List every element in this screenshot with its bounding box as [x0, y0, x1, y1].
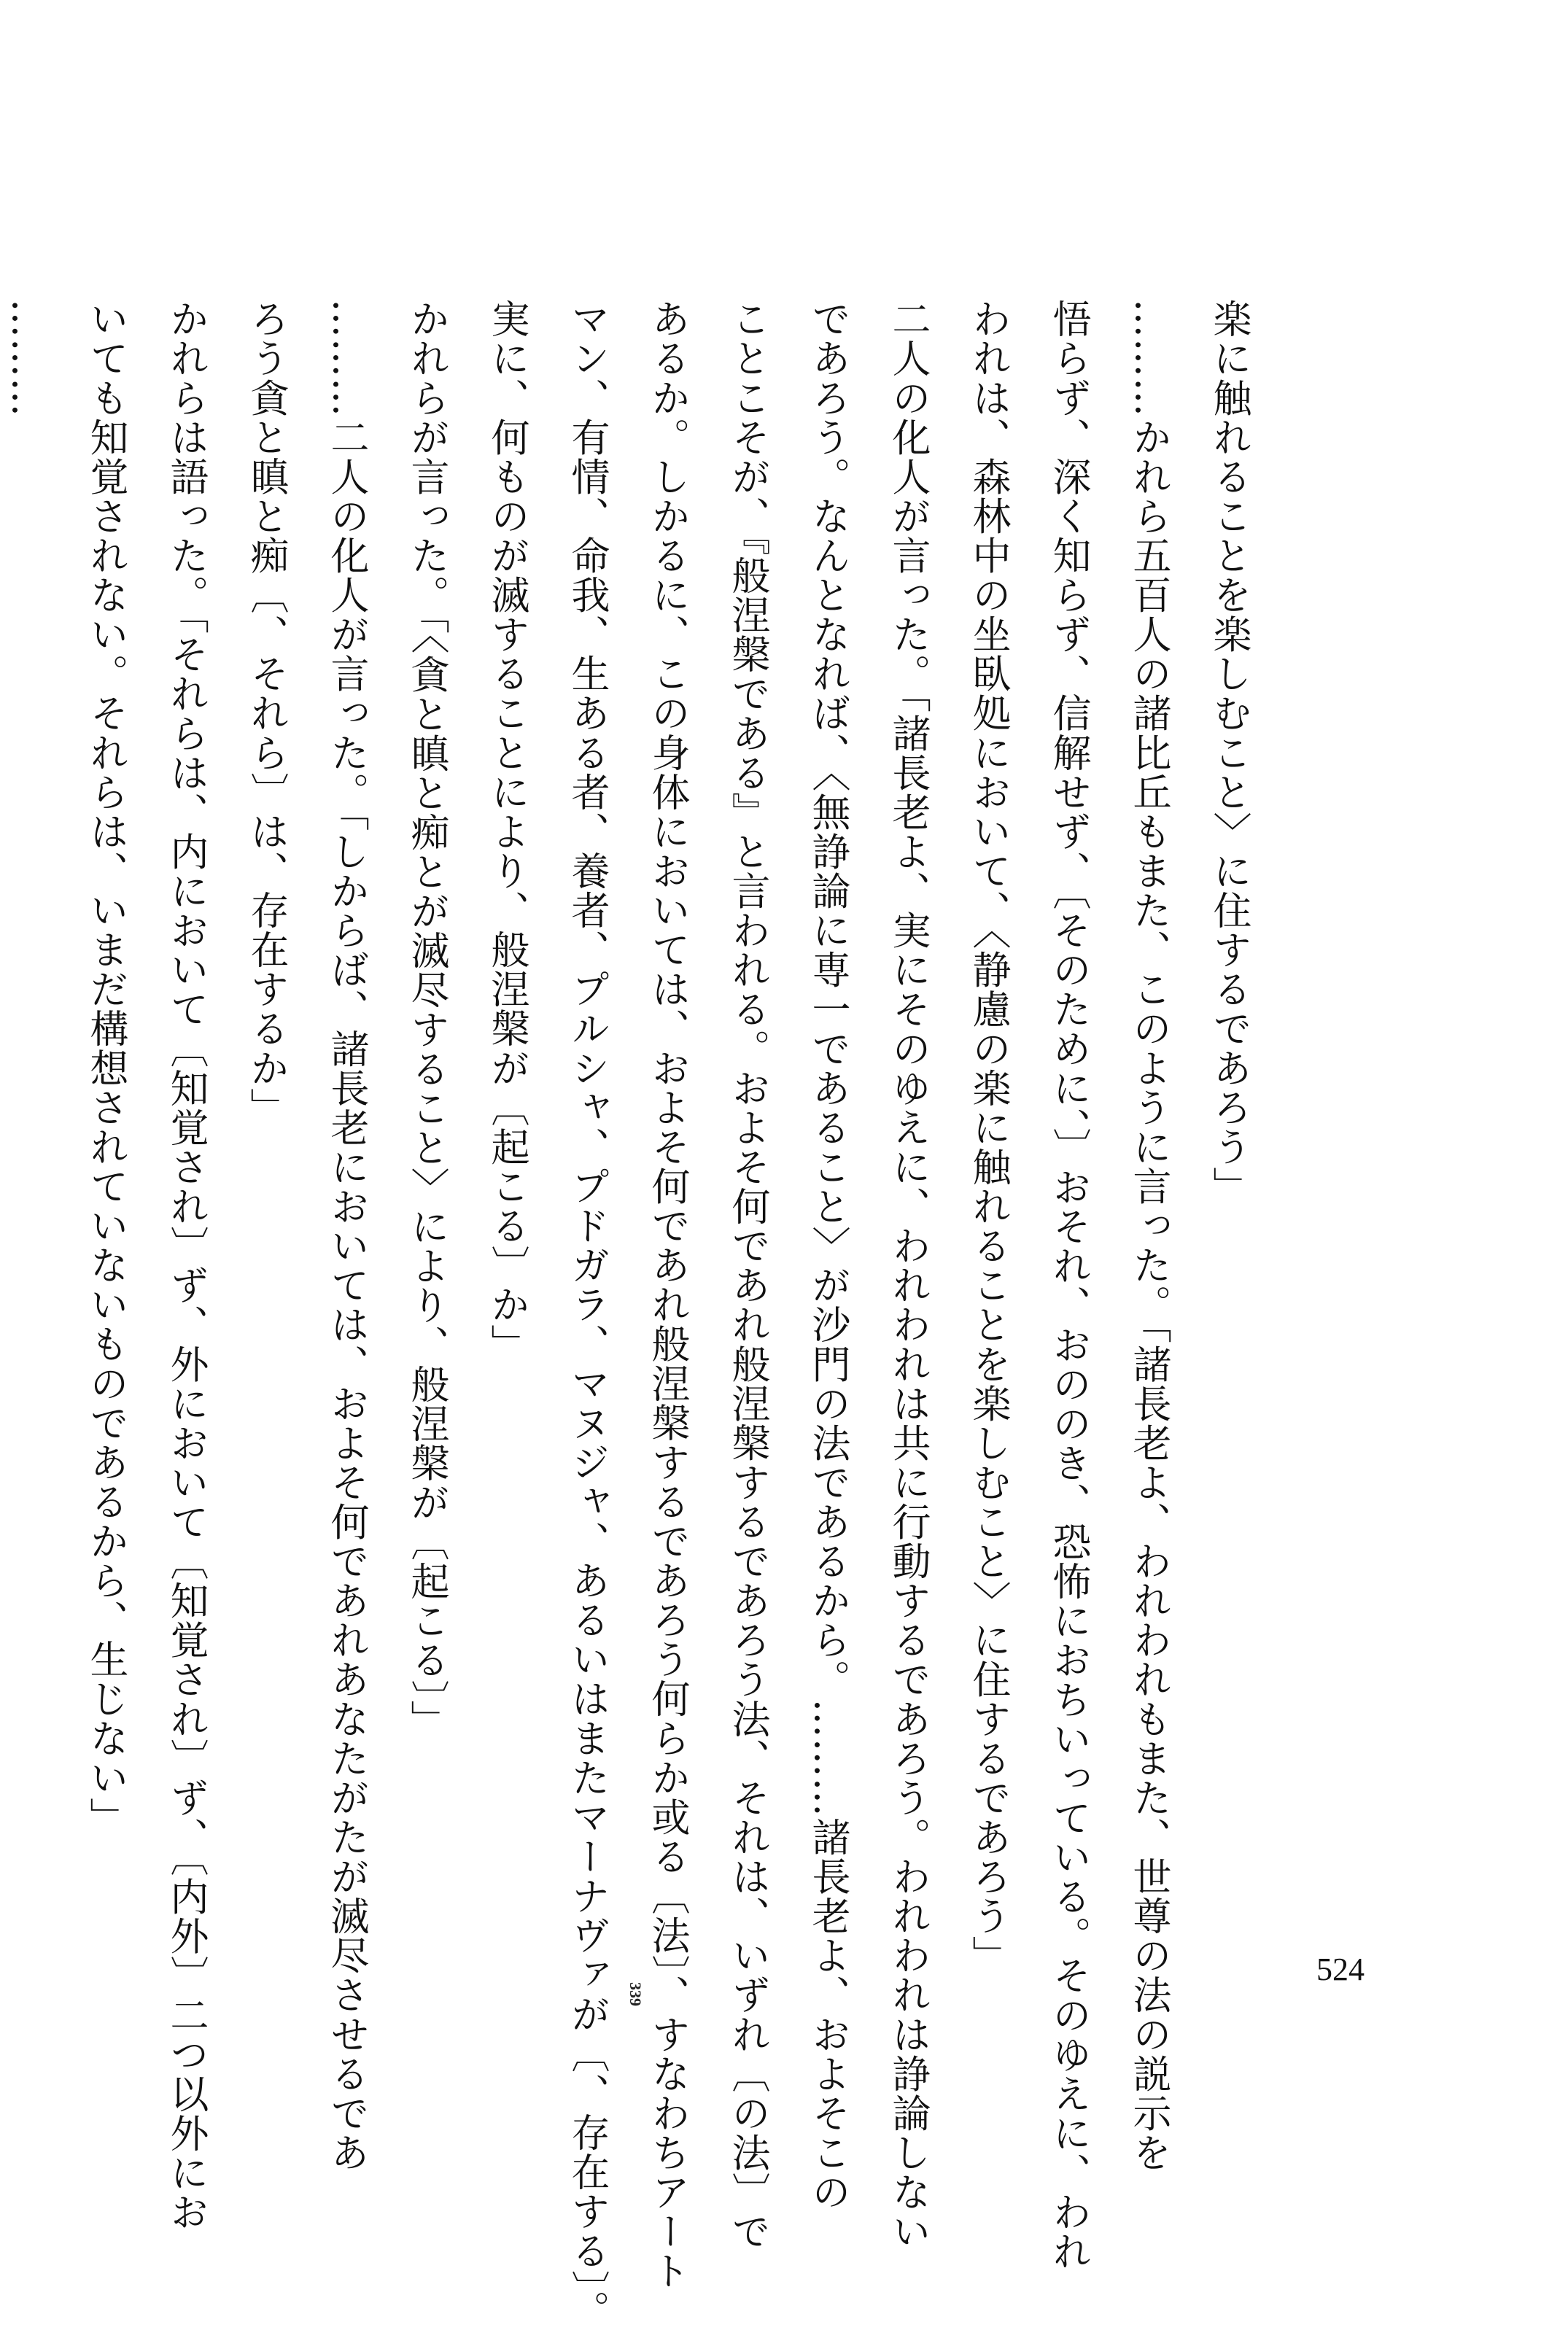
text-line: 楽に触れることを楽しむこと〉に住するであろう」: [1207, 299, 1251, 1206]
text-line: かれらは語った。「それらは、内において〔知覚され〕ず、外において〔知覚され〕ず、〔内外〕二つ以外にお: [164, 299, 209, 2232]
text-line: マン、有情、命我、生ある者、養者、プルシャ、プドガラ、マヌジャ、あるいはまたマーナヴァが〔、存在する〕。: [565, 299, 610, 2330]
text-line: あるか。しかるに、この身体においては、およそ何であれ般涅槃するであろう何らか或る〔法〕、すなわちアート: [645, 299, 690, 2291]
text-line: ことこそが、『般涅槃である』と言われる。およそ何であれ般涅槃するであろう法、それは、いずれ〔の法〕で: [726, 299, 770, 2251]
small-page-number: 339: [626, 1982, 645, 2006]
text-line: われは、森林中の坐臥処において、〈静慮の楽に触れることを楽しむこと〉に住するであろう」: [966, 299, 1011, 1976]
text-line: かれらが言った。「〈貪と瞋と痴とが滅尽すること〉により、般涅槃が〔起こる〕」: [405, 299, 449, 1739]
text-line: ………かれら五百人の諸比丘もまた、このように言った。「諸長老よ、われわれもまた、世尊の法の説示を: [1127, 299, 1171, 2172]
text-line: 実に、何ものが滅することにより、般涅槃が〔起こる〕か」: [485, 299, 529, 1364]
text-line: ………: [4, 299, 48, 418]
text-line: であろう。なんとなれば、〈無諍論に専一であること〉が沙門の法であるから。………諸長老よ、およそこの: [806, 299, 850, 2212]
text-line: 二人の化人が言った。「諸長老よ、実にそのゆえに、われわれは共に行動するであろう。われわれは諍論しない: [886, 299, 931, 2251]
text-line: いても知覚されない。それらは、いまだ構想されていないものであるから、生じない」: [84, 299, 128, 1837]
text-line: 悟らず、深く知らず、信解せず、〔そのために、〕おそれ、おののき、恐怖におちいっている。そのゆえに、われ: [1047, 299, 1091, 2272]
text-line: ろう貪と瞋と痴〔、それら〕は、存在するか」: [244, 299, 289, 1127]
text-line: ………二人の化人が言った。「しからば、諸長老においては、およそ何であれあなたがたが滅尽させるであ: [325, 299, 369, 2172]
page-number: 524: [1316, 1952, 1365, 1987]
vertical-text-body: [4, 299, 1269, 2330]
